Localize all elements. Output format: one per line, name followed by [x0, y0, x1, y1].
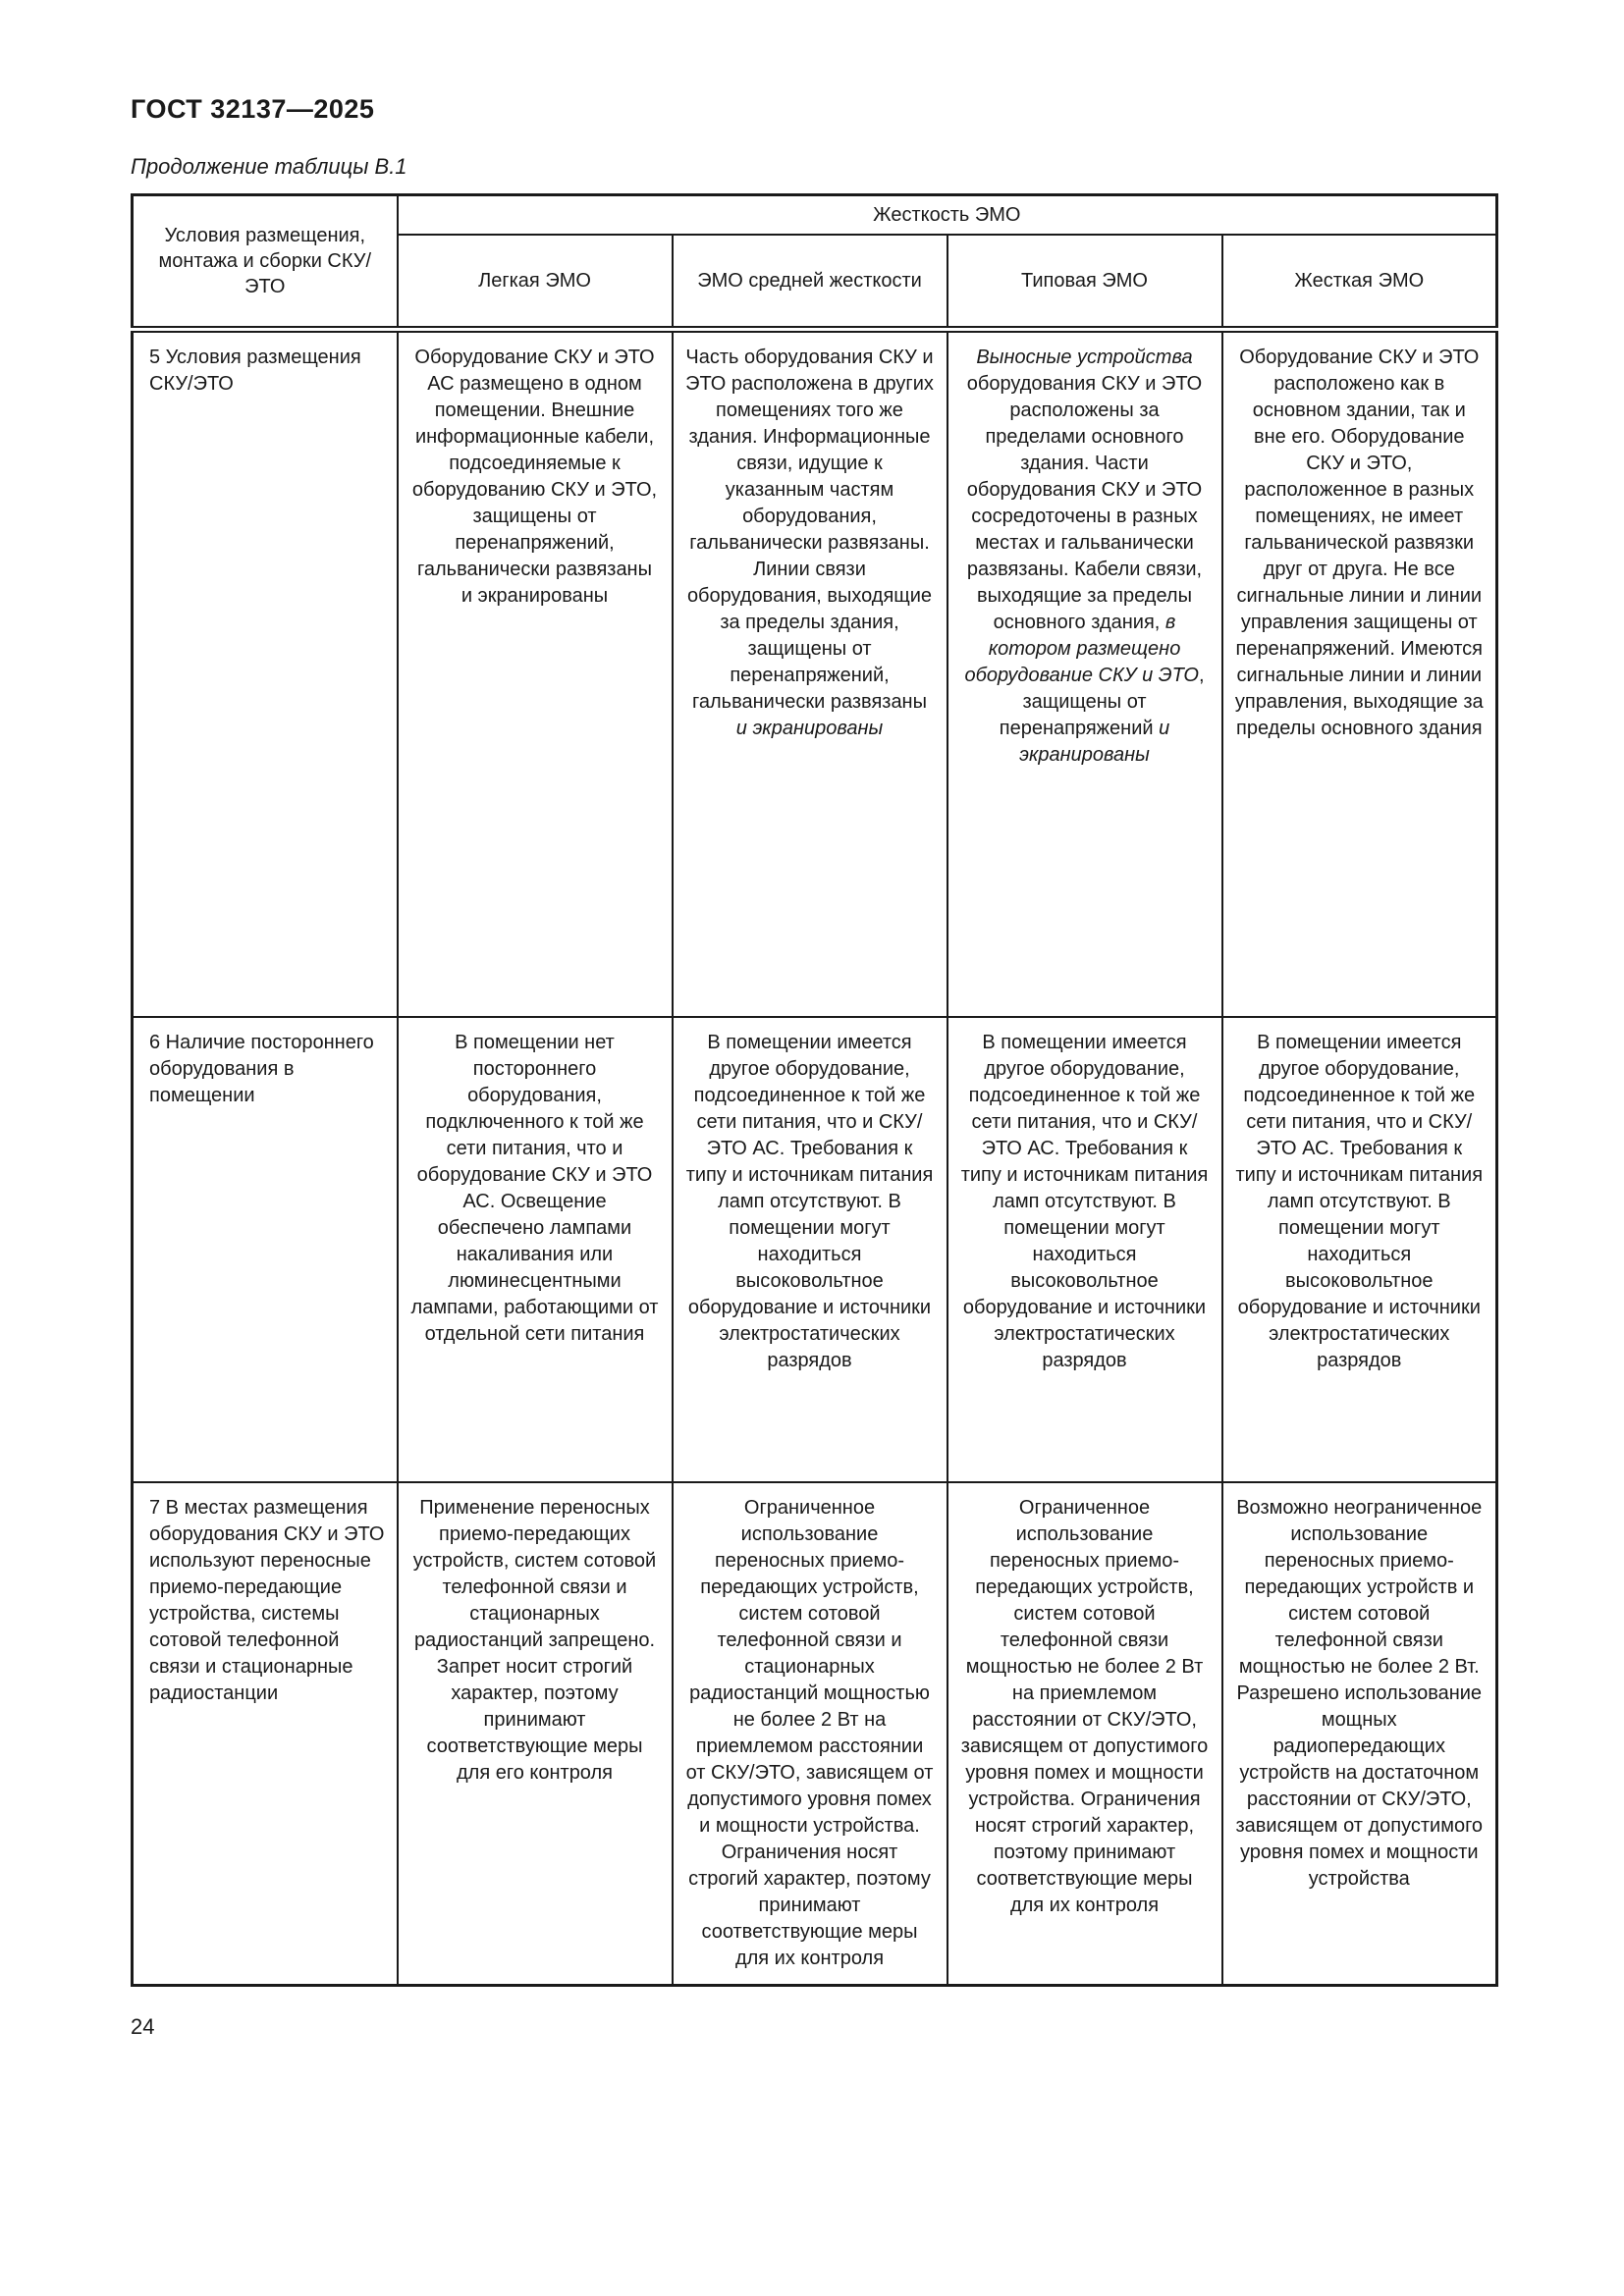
row-6-cell-medium-emc: В помещении имеется другое оборудование, подсоединенное к той же сети питания, что и СКУ/ЭТО АС. Требования к типу и источникам питания ламп отсутствуют. В помещении могут находиться высоковольтное оборудование и источники электростатических разрядов: [673, 1017, 947, 1482]
row-5-cell-typical-emc: Выносные устройства оборудования СКУ и ЭТО расположены за пределами основного здания. Части оборудования СКУ и ЭТО сосредоточены в разных местах и гальванически развязаны. Кабели связи, выходящие за пределы основного здания, в котором размещено оборудование СКУ и ЭТО, защищены от перенапряжений и экранированы: [947, 330, 1222, 1018]
header-col-medium-emc: ЭМО средней жесткости: [673, 235, 947, 330]
row-5-condition: 5 Условия размещения СКУ/ЭТО: [133, 330, 398, 1018]
header-col-hard-emc: Жесткая ЭМО: [1222, 235, 1497, 330]
header-col-light-emc: Легкая ЭМО: [398, 235, 673, 330]
table-header: [133, 195, 1497, 330]
table-row-6-foreign-equipment: [133, 1017, 1497, 1482]
table-row-5-placement-conditions: [133, 330, 1497, 1018]
header-col-typical-emc: Типовая ЭМО: [947, 235, 1222, 330]
row-7-cell-typical-emc: Ограниченное использование переносных приемо-передающих устройств, систем сотовой телефонной связи мощностью не более 2 Вт на приемлемом расстоянии от СКУ/ЭТО, зависящем от допустимого уровня помех и мощности устройства. Ограничения носят строгий характер, поэтому принимают соответствующие меры для их контроля: [947, 1482, 1222, 1986]
table-caption: Продолжение таблицы В.1: [131, 154, 407, 179]
row-6-cell-hard-emc: В помещении имеется другое оборудование, подсоединенное к той же сети питания, что и СКУ/ЭТО АС. Требования к типу и источникам питания ламп отсутствуют. В помещении могут находиться высоковольтное оборудование и источники электростатических разрядов: [1222, 1017, 1497, 1482]
row-7-cell-medium-emc: Ограниченное использование переносных приемо-передающих устройств, систем сотовой телефонной связи и стационарных радиостанций мощностью не более 2 Вт на приемлемом расстоянии от СКУ/ЭТО, зависящем от допустимого уровня помех и мощности устройства. Ограничения носят строгий характер, поэтому принимают соответствующие меры для их контроля: [673, 1482, 947, 1986]
table-body: [133, 330, 1497, 1986]
row-6-cell-light-emc: В помещении нет постороннего оборудования, подключенного к той же сети питания, что и оборудование СКУ и ЭТО АС. Освещение обеспечено лампами накаливания или люминесцентными лампами, работающими от отдельной сети питания: [398, 1017, 673, 1482]
row-5-cell-medium-emc: Часть оборудования СКУ и ЭТО расположена в других помещениях того же здания. Информационные связи, идущие к указанным частям оборудования, гальванически развязаны. Линии связи оборудования, выходящие за пределы здания, защищены от перенапряжений, гальванически развязаны и экранированы: [673, 330, 947, 1018]
table-b1-continuation: [131, 193, 1498, 1987]
row-7-cell-light-emc: Применение переносных приемо-передающих устройств, систем сотовой телефонной связи и стационарных радиостанций запрещено. Запрет носит строгий характер, поэтому принимают соответствующие меры для его контроля: [398, 1482, 673, 1986]
page-number: 24: [131, 2014, 155, 2039]
document-code: ГОСТ 32137—2025: [131, 94, 375, 124]
header-group-emc-severity: Жесткость ЭМО: [398, 195, 1497, 236]
header-conditions: Условия размещения, монтажа и сборки СКУ/ЭТО: [133, 195, 398, 330]
row-5-cell-hard-emc: Оборудование СКУ и ЭТО расположено как в основном здании, так и вне его. Оборудование СКУ и ЭТО, расположенное в разных помещениях, не имеет гальванической развязки друг от друга. Не все сигнальные линии и линии управления защищены от перенапряжений. Имеются сигнальные линии и линии управления, выходящие за пределы основного здания: [1222, 330, 1497, 1018]
row-6-condition: 6 Наличие постороннего оборудования в помещении: [133, 1017, 398, 1482]
row-5-cell-light-emc: Оборудование СКУ и ЭТО АС размещено в одном помещении. Внешние информационные кабели, подсоединяемые к оборудованию СКУ и ЭТО, защищены от перенапряжений, гальванически развязаны и экранированы: [398, 330, 673, 1018]
header-row-group: [133, 195, 1497, 236]
row-7-condition: 7 В местах размещения оборудования СКУ и ЭТО используют переносные приемо-передающие устройства, системы сотовой телефонной связи и стационарные радиостанции: [133, 1482, 398, 1986]
row-6-cell-typical-emc: В помещении имеется другое оборудование, подсоединенное к той же сети питания, что и СКУ/ЭТО АС. Требования к типу и источникам питания ламп отсутствуют. В помещении могут находиться высоковольтное оборудование и источники электростатических разрядов: [947, 1017, 1222, 1482]
row-7-cell-hard-emc: Возможно неограниченное использование переносных приемо-передающих устройств и систем сотовой телефонной связи мощностью не более 2 Вт. Разрешено использование мощных радиопередающих устройств на достаточном расстоянии от СКУ/ЭТО, зависящем от допустимого уровня помех и мощности устройства: [1222, 1482, 1497, 1986]
table-row-7-portable-transceivers: [133, 1482, 1497, 1986]
